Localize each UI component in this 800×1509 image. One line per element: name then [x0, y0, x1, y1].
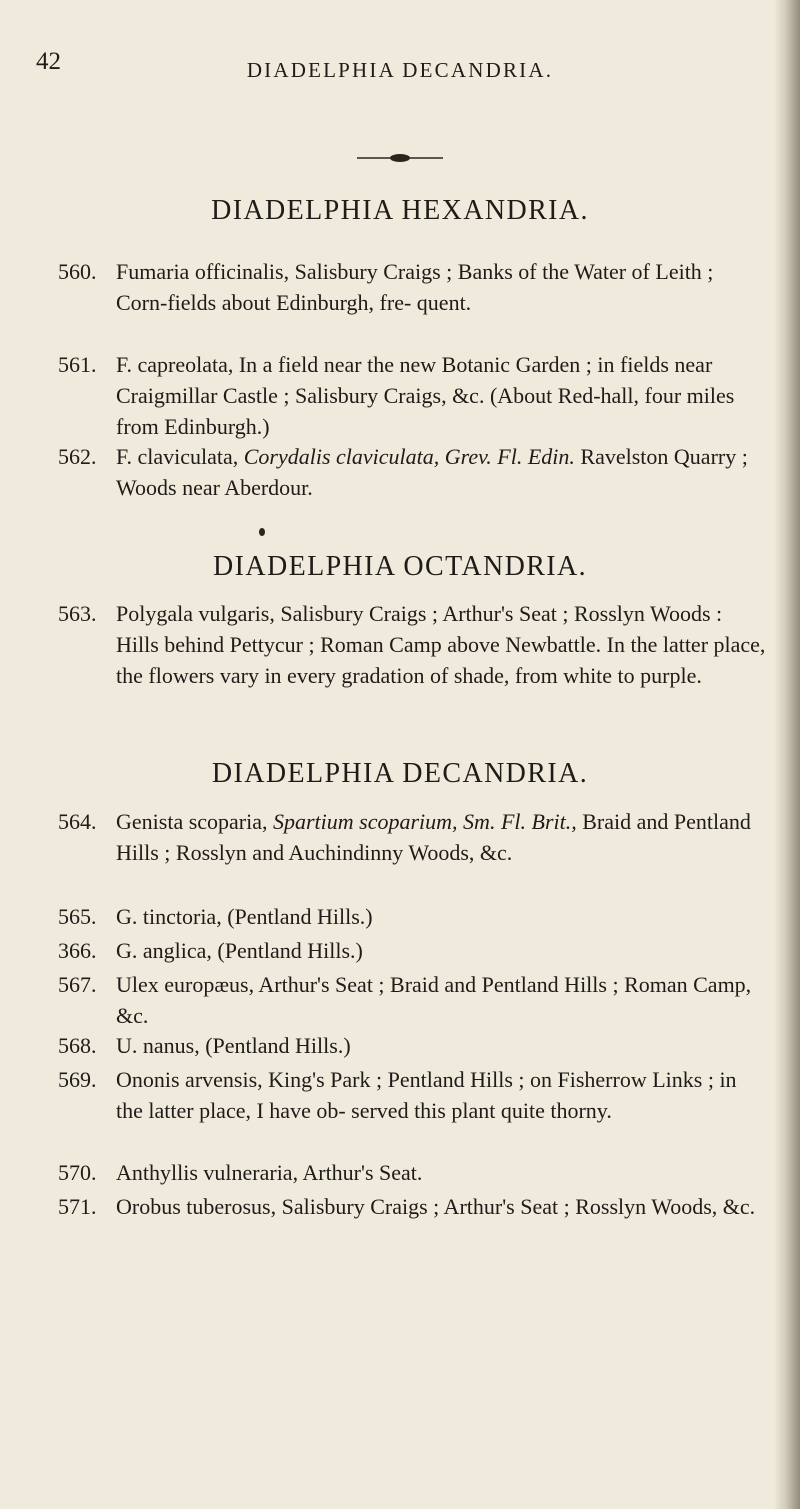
entry-number: 366. — [58, 938, 97, 963]
entry-number: 565. — [58, 904, 97, 929]
entry-number: 571. — [58, 1194, 97, 1219]
entry-564 — [58, 806, 768, 868]
entry-number: 561. — [58, 352, 97, 377]
entry-text: Orobus tuberosus, Salisbury Craigs ; Arthur's Seat ; Rosslyn Woods, &c. — [116, 1194, 756, 1219]
entry-562 — [58, 441, 768, 503]
entry-570 — [58, 1157, 768, 1188]
entry-number: 568. — [58, 1033, 97, 1058]
running-head: DIADELPHIA DECANDRIA. — [246, 58, 554, 82]
entry-text-562 — [58, 441, 768, 503]
entry-number: 567. — [58, 972, 97, 997]
italic-citation: Corydalis claviculata, Grev. Fl. Edin. — [243, 444, 575, 469]
entry-text: Fumaria officinalis, Salisbury Craigs ; Banks of the Water of Leith ; Corn-fields about Edinburgh, fre- quent. — [116, 259, 714, 315]
ink-dot — [259, 528, 265, 536]
entry-560 — [58, 256, 768, 318]
entry-number: 570. — [58, 1160, 97, 1185]
entry-text: Polygala vulgaris, Salisbury Craigs ; Arthur's Seat ; Rosslyn Woods : Hills behind Pettycur ; Roman Camp above Newbattle. In the latter place, the flowers vary in every gradation of shade, from white to purple. — [116, 601, 766, 688]
section-heading-decandria: DIADELPHIA DECANDRIA. — [211, 758, 589, 789]
entry-text: Ulex europæus, Arthur's Seat ; Braid and Pentland Hills ; Roman Camp, &c. — [116, 972, 752, 1028]
italic-citation: Spartium scoparium, Sm. Fl. Brit., — [273, 809, 577, 834]
entry-text: Ononis arvensis, King's Park ; Pentland Hills ; on Fisherrow Links ; in the latter place, I have ob- served this plant quite thorny. — [116, 1067, 737, 1123]
entry-number: 564. — [58, 809, 97, 834]
entry-568 — [58, 1030, 768, 1061]
entry-366 — [58, 935, 768, 966]
entry-text: G. tinctoria, (Pentland Hills.) — [116, 904, 373, 929]
entry-number: 562. — [58, 444, 97, 469]
entry-561 — [58, 349, 768, 442]
entry-571 — [58, 1191, 768, 1222]
ornament-rule — [355, 152, 445, 164]
entry-text-part: Genista scoparia, Spartium scoparium, Sm. Fl. Brit., Braid and Pentland Hills ; Rosslyn and Auchindinny Woods, &c. — [116, 809, 751, 865]
entry-text: U. nanus, (Pentland Hills.) — [116, 1033, 351, 1058]
entry-text: G. anglica, (Pentland Hills.) — [116, 938, 363, 963]
entry-number: 560. — [58, 259, 97, 284]
entry-567 — [58, 969, 768, 1031]
entry-text-part: F. claviculata, Corydalis claviculata, Grev. Fl. Edin. Ravelston Quarry ; Woods near Aberdour. — [116, 444, 748, 500]
entry-text-564 — [58, 806, 768, 868]
page-number: 42 — [36, 48, 61, 75]
entry-number: 569. — [58, 1067, 97, 1092]
entry-number: 563. — [58, 601, 97, 626]
entry-text: F. capreolata, In a field near the new Botanic Garden ; in fields near Craigmillar Castle ; Salisbury Craigs, &c. (About Red-hall, four miles from Edinburgh.) — [116, 352, 735, 439]
entry-565 — [58, 901, 768, 932]
section-heading-hexandria: DIADELPHIA HEXANDRIA. — [211, 195, 589, 226]
section-heading-octandria: DIADELPHIA OCTANDRIA. — [212, 551, 588, 582]
entry-569 — [58, 1064, 768, 1126]
entry-563 — [58, 598, 768, 691]
entry-text: Anthyllis vulneraria, Arthur's Seat. — [116, 1160, 423, 1185]
